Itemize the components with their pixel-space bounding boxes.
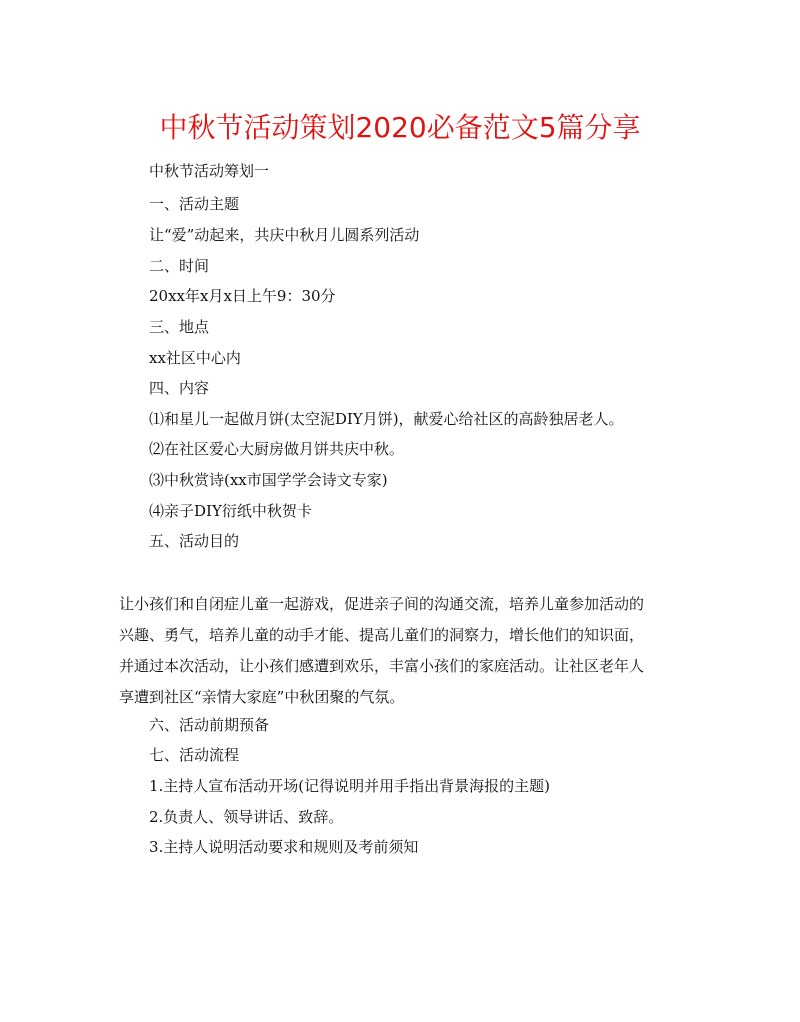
content-item: ⑷亲子DIY衍纸中秋贺卡	[149, 502, 312, 520]
section-heading: 一、活动主题	[149, 195, 240, 213]
section-heading: 五、活动目的	[149, 532, 240, 550]
section-line: 20xx年x月x日上午9：30分	[149, 287, 336, 305]
process-step: 1.主持人宣布活动开场(记得说明并用手指出背景海报的主题)	[149, 777, 551, 795]
paragraph-line: 并通过本次活动，让小孩们感遭到欢乐，丰富小孩们的家庭活动。让社区老年人	[119, 657, 645, 675]
section-heading: 七、活动流程	[149, 746, 240, 764]
section-heading: 三、地点	[149, 318, 210, 336]
section-heading: 二、时间	[149, 257, 210, 275]
document-title: 中秋节活动策划2020必备范文5篇分享	[159, 111, 641, 144]
paragraph-line: 兴趣、勇气，培养儿童的动手才能、提高儿童们的洞察力，增长他们的知识面，	[119, 626, 645, 644]
paragraph-line: 让小孩们和自闭症儿童一起游戏，促进亲子间的沟通交流，培养儿童参加活动的	[119, 595, 645, 613]
content-item: ⑴和星儿一起做月饼(太空泥DIY月饼)，献爱心给社区的高龄独居老人。	[149, 410, 624, 428]
section-line: 中秋节活动筹划一	[149, 162, 270, 180]
process-step: 3.主持人说明活动要求和规则及考前须知	[149, 838, 419, 856]
process-step: 2.负责人、领导讲话、致辞。	[149, 808, 344, 826]
section-heading: 四、内容	[149, 379, 210, 397]
content-item: ⑵在社区爱心大厨房做月饼共庆中秋。	[149, 440, 405, 458]
section-line: 让“爱”动起来，共庆中秋月儿圆系列活动	[149, 226, 420, 244]
content-item: ⑶中秋赏诗(xx市国学学会诗文专家)	[149, 471, 388, 489]
paragraph-line: 享遭到社区“亲情大家庭”中秋团聚的气氛。	[119, 688, 405, 706]
section-heading: 六、活动前期预备	[149, 716, 270, 734]
section-line: xx社区中心内	[149, 349, 241, 367]
